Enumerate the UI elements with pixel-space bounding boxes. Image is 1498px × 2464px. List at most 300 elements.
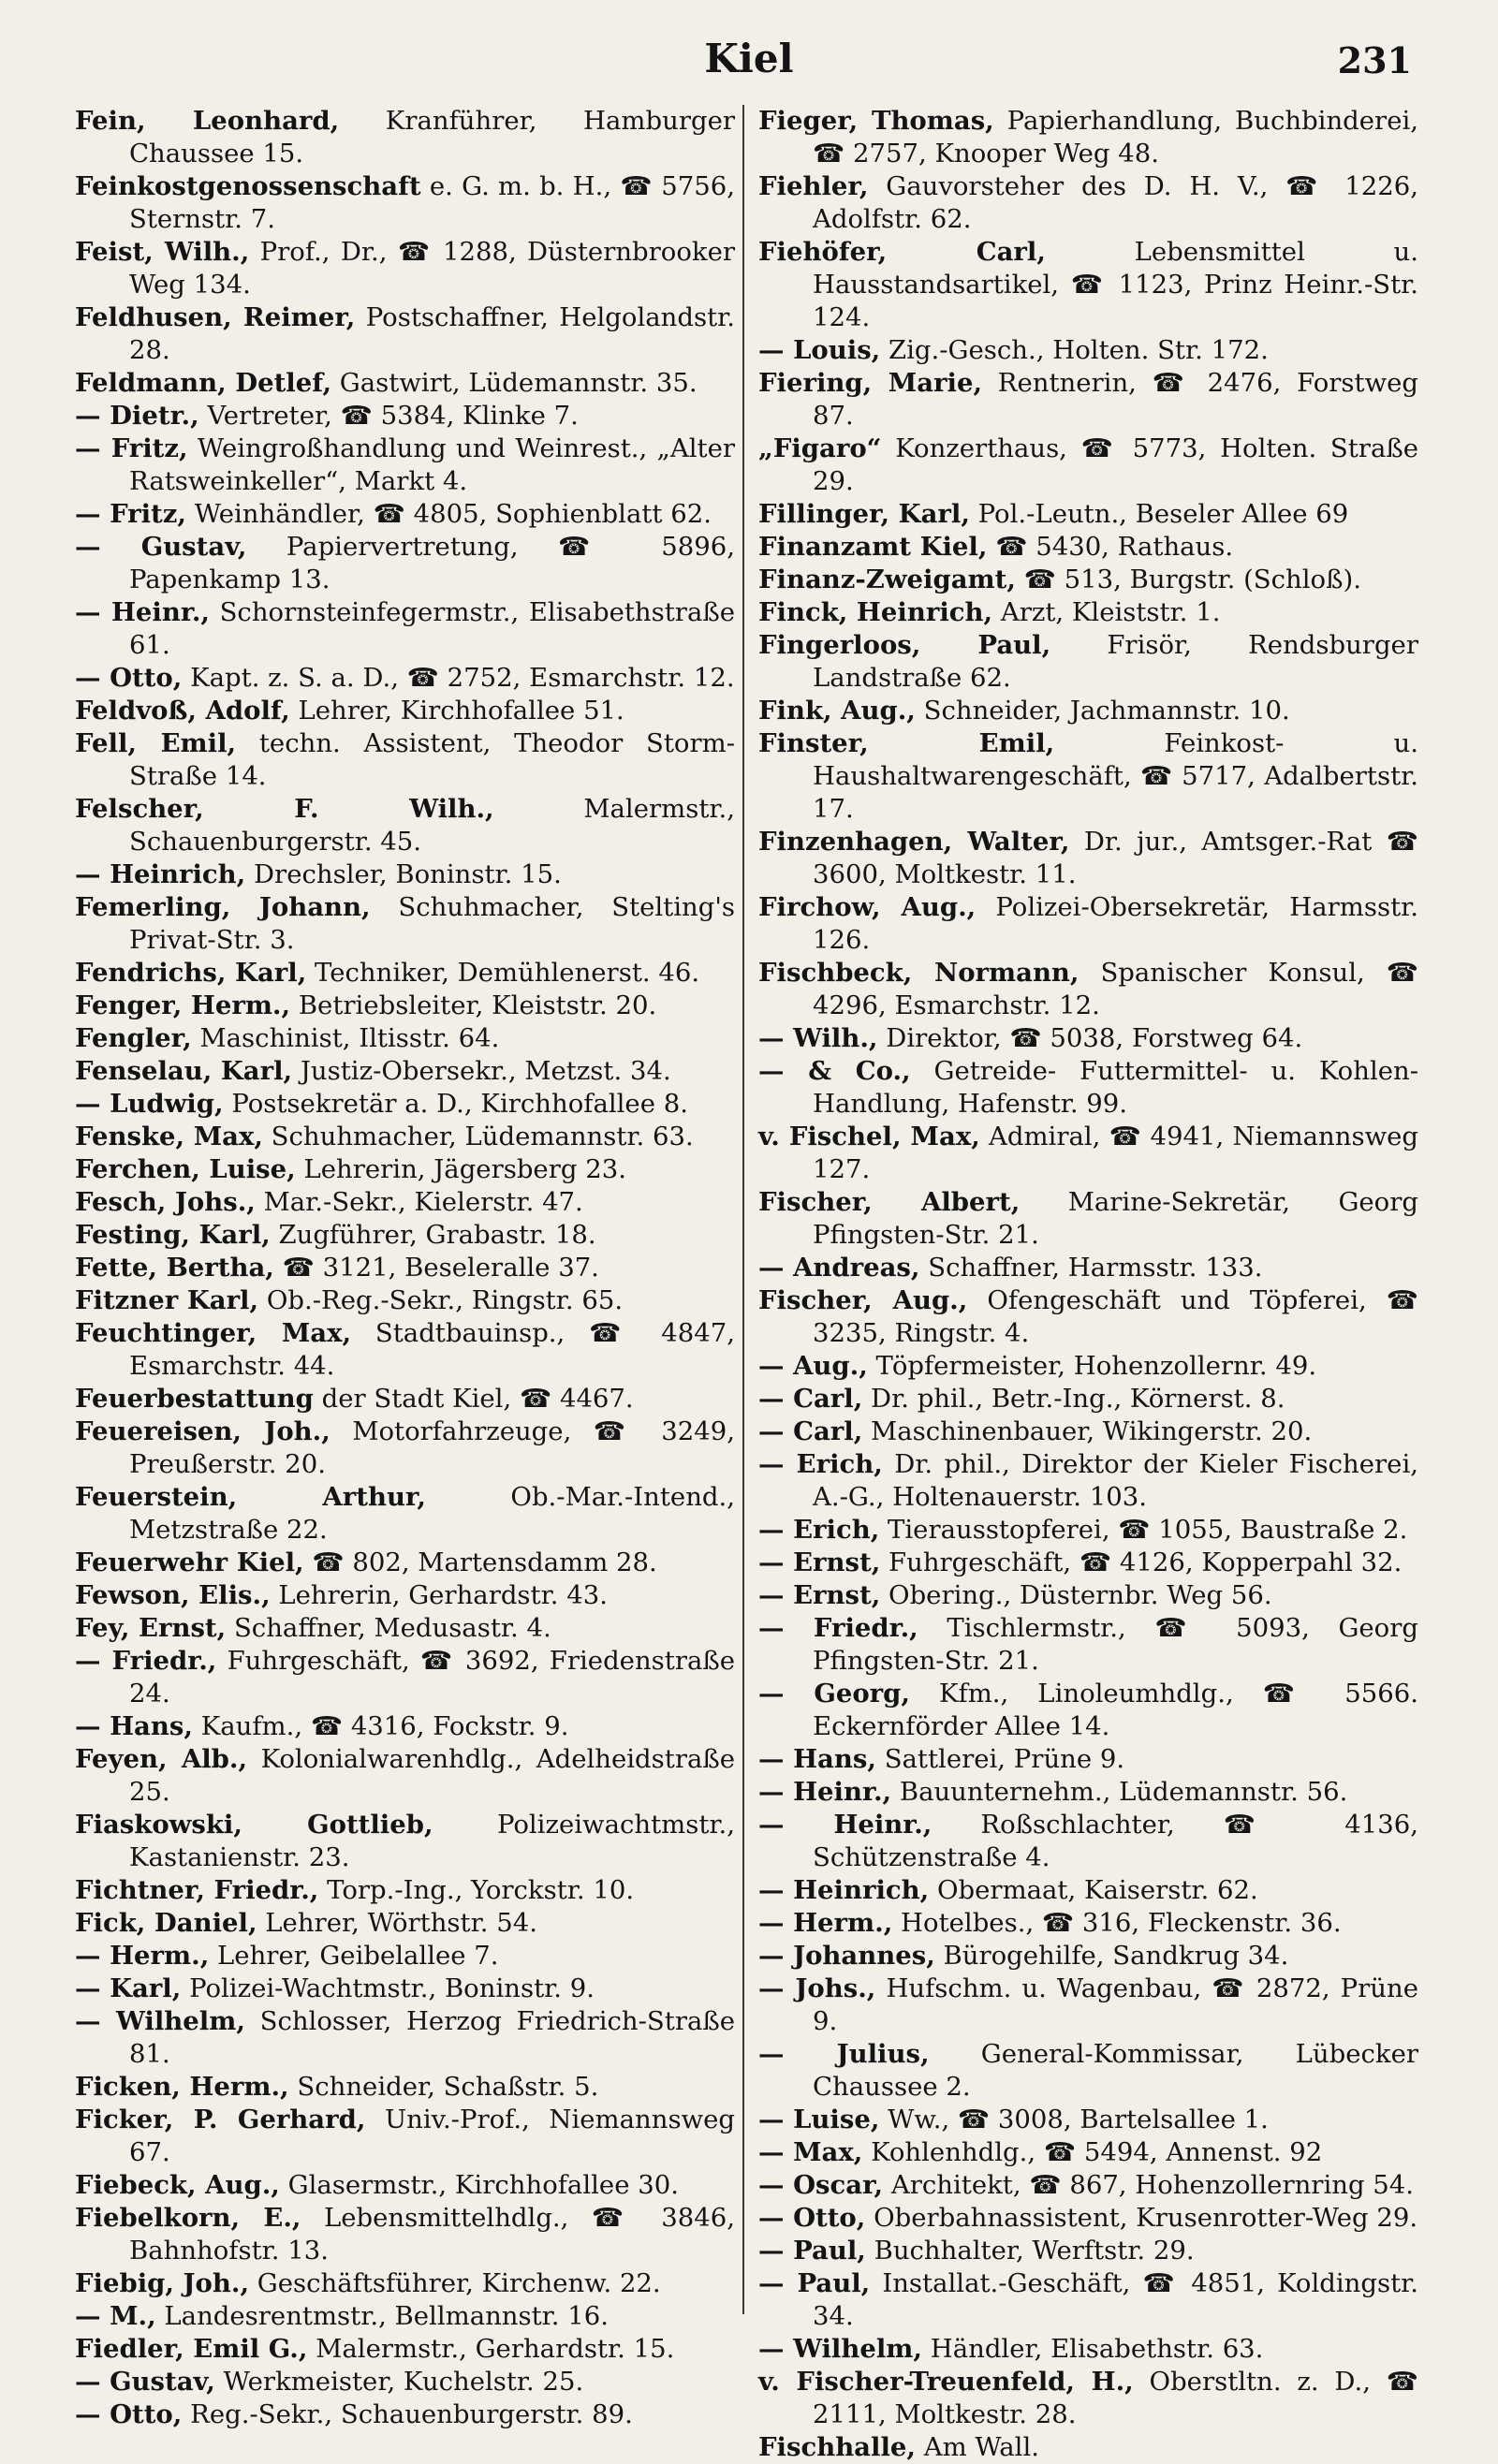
entry-name: — Otto, [758, 2203, 866, 2233]
directory-entry [75, 957, 735, 990]
directory-entry [75, 1809, 735, 1874]
entry-details: Kaufm., ☎ 4316, Fockstr. 9. [200, 1711, 569, 1741]
directory-entry [758, 1612, 1418, 1678]
entry-name: — Heinrich, [75, 859, 246, 889]
entry-name: — Max, [758, 2137, 863, 2167]
entry-name: — Karl, [75, 1973, 182, 2003]
directory-entry [758, 2136, 1418, 2169]
entry-details: Schneider, Jachmannstr. 10. [923, 696, 1290, 726]
entry-name: Felscher, F. Wilh., [75, 794, 494, 824]
entry-details: Maschinist, Iltisstr. 64. [199, 1023, 500, 1053]
entry-details: Dr. phil., Betr.-Ing., Körnerst. 8. [871, 1384, 1285, 1414]
entry-details: ☎ 802, Martensdamm 28. [312, 1547, 657, 1577]
directory-entry [75, 1055, 735, 1088]
entry-details: Kranführer, Hamburger Chaussee 15. [129, 106, 735, 169]
directory-entry [75, 1415, 735, 1481]
directory-entry [75, 400, 735, 433]
directory-entry [758, 1448, 1418, 1514]
entry-name: Fiedler, Emil G., [75, 2334, 308, 2364]
entry-name: Finster, Emil, [758, 728, 1055, 758]
entry-name: Fenselau, Karl, [75, 1056, 293, 1086]
directory-entry [758, 1776, 1418, 1809]
entry-name: — M., [75, 2301, 156, 2331]
directory-entry [75, 236, 735, 301]
entry-details: Landesrentmstr., Bellmannstr. 16. [164, 2301, 609, 2331]
directory-entry [75, 1874, 735, 1907]
entry-details: Marine-Sekretär, Georg Pfingsten-Str. 21. [813, 1187, 1418, 1250]
entry-details: e. G. m. b. H., ☎ 5756, Sternstr. 7. [129, 171, 735, 234]
entry-details: Lehrerin, Gerhardstr. 43. [278, 1580, 608, 1610]
directory-entry [75, 2267, 735, 2300]
directory-entry [75, 858, 735, 891]
entry-name: Fick, Daniel, [75, 1908, 257, 1938]
directory-entry [75, 662, 735, 695]
entry-details: Geschäftsführer, Kirchenw. 22. [257, 2268, 661, 2298]
entry-details: Spanischer Konsul, ☎ 4296, Esmarchstr. 12. [813, 958, 1418, 1020]
entry-details: Lebensmittelhdlg., ☎ 3846, Bahnhofstr. 13. [129, 2203, 735, 2266]
entry-details: Motorfahrzeuge, ☎ 3249, Preußerstr. 20. [129, 1416, 735, 1479]
entry-details: Hufschm. u. Wagenbau, ☎ 2872, Prüne 9. [813, 1973, 1419, 2036]
directory-entry [758, 727, 1418, 826]
entry-details: Postschaffner, Helgolandstr. 28. [129, 302, 735, 365]
entry-details: Pol.-Leutn., Beseler Allee 69 [977, 499, 1349, 529]
directory-entry [758, 1907, 1418, 1940]
entry-details: Weingroßhandlung und Weinrest., „Alter Ratsweinkeller“, Markt 4. [129, 433, 735, 496]
entry-details: Papiervertretung, ☎ 5896, Papenkamp 13. [129, 532, 736, 594]
entry-name: Fey, Ernst, [75, 1613, 227, 1643]
entry-details: Direktor, ☎ 5038, Forstweg 64. [886, 1023, 1303, 1053]
directory-entry [758, 1973, 1418, 2038]
entry-name: v. Fischer-Treuenfeld, H., [758, 2367, 1134, 2397]
entry-name: — Oscar, [758, 2170, 884, 2200]
entry-name: — Hans, [75, 1711, 193, 1741]
entry-name: — Otto, [75, 2399, 183, 2429]
entry-name: Firchow, Aug., [758, 892, 977, 922]
directory-entry [75, 2071, 735, 2104]
entry-details: Ww., ☎ 3008, Bartelsallee 1. [888, 2105, 1269, 2134]
entry-name: Fiebeck, Aug., [75, 2170, 280, 2200]
directory-entry [758, 498, 1418, 531]
directory-entry [75, 2333, 735, 2366]
directory-entry [758, 170, 1418, 236]
directory-entry [758, 1678, 1418, 1743]
entry-details: Glasermstr., Kirchhofallee 30. [287, 2170, 679, 2200]
entry-name: — Friedr., [758, 1613, 918, 1643]
entry-details: Hotelbes., ☎ 316, Fleckenstr. 36. [901, 1908, 1342, 1938]
directory-entry [758, 334, 1418, 367]
directory-entry [758, 1121, 1418, 1186]
entry-name: — Georg, [758, 1679, 910, 1709]
entry-name: — Louis, [758, 335, 881, 365]
entry-name: — Wilh., [758, 1023, 878, 1053]
entry-details: Ofengeschäft und Töpferei, ☎ 3235, Ringstr. 4. [813, 1285, 1419, 1348]
entry-name: Finck, Heinrich, [758, 597, 993, 627]
directory-entry [75, 1481, 735, 1547]
directory-entry [758, 1022, 1418, 1055]
entry-name: — Hans, [758, 1744, 876, 1774]
directory-entry [75, 1022, 735, 1055]
entry-name: Finanzamt Kiel, [758, 532, 988, 562]
directory-entry [758, 2267, 1418, 2333]
entry-details: ☎ 3121, Beseleralle 37. [282, 1253, 599, 1283]
directory-entry [758, 1940, 1418, 1973]
entry-name: Feuerwehr Kiel, [75, 1547, 304, 1577]
directory-entry [75, 2300, 735, 2333]
directory-entry [75, 1121, 735, 1153]
directory-entry [758, 1284, 1418, 1350]
directory-entry [758, 2431, 1418, 2464]
directory-entry [75, 2169, 735, 2202]
entry-name: Fein, Leonhard, [75, 106, 340, 136]
entry-details: Schlosser, Herzog Friedrich-Straße 81. [129, 2006, 735, 2069]
directory-entry [75, 367, 735, 400]
directory-entry [758, 2235, 1418, 2267]
directory-entry [758, 2104, 1418, 2136]
directory-entry [758, 1547, 1418, 1579]
entry-details: Schneider, Schaßstr. 5. [297, 2072, 599, 2102]
directory-entry [75, 891, 735, 957]
entry-name: Feuereisen, Joh., [75, 1416, 330, 1446]
entry-name: v. Fischel, Max, [758, 1122, 980, 1151]
entry-name: — Aug., [758, 1351, 868, 1381]
entry-details: Kfm., Linoleumhdlg., ☎ 5566. Eckernförder Allee 14. [813, 1679, 1418, 1741]
entry-details: ☎ 5430, Rathaus. [995, 532, 1234, 562]
entry-name: Fette, Bertha, [75, 1253, 274, 1283]
directory-entry [758, 531, 1418, 564]
entry-details: Bauunternehm., Lüdemannstr. 56. [899, 1777, 1348, 1807]
entry-details: Dr. jur., Amtsger.-Rat ☎ 3600, Moltkestr. 11. [813, 827, 1418, 889]
directory-entry [758, 367, 1418, 433]
entry-name: — Heinr., [758, 1777, 892, 1807]
directory-entry [758, 1383, 1418, 1415]
entry-details: Malermstr., Gerhardstr. 15. [316, 2334, 675, 2364]
directory-entry [75, 2104, 735, 2169]
entry-name: Fingerloos, Paul, [758, 630, 1051, 660]
entry-details: Sattlerei, Prüne 9. [884, 1744, 1125, 1774]
entry-details: Papierhandlung, Buchbinderei, ☎ 2757, Knooper Weg 48. [813, 106, 1419, 169]
directory-entry [75, 1579, 735, 1612]
directory-entry [75, 596, 735, 662]
entry-details: Oberbahnassistent, Krusenrotter-Weg 29. [874, 2203, 1418, 2233]
entry-name: Fischbeck, Normann, [758, 958, 1079, 988]
directory-entry [758, 826, 1418, 891]
directory-entry [75, 1252, 735, 1284]
directory-entry [758, 1579, 1418, 1612]
directory-entry [75, 2366, 735, 2398]
entry-name: Fichtner, Friedr., [75, 1875, 319, 1905]
entry-name: — Gustav, [75, 532, 247, 562]
directory-entry [758, 891, 1418, 957]
directory-entry [758, 1874, 1418, 1907]
entry-name: — Otto, [75, 663, 183, 693]
directory-entry [75, 695, 735, 727]
entry-details: Lehrer, Geibelallee 7. [217, 1941, 499, 1971]
directory-entry [758, 1415, 1418, 1448]
entry-name: Femerling, Johann, [75, 892, 371, 922]
entry-name: Feuerstein, Arthur, [75, 1482, 426, 1512]
directory-entry [75, 2202, 735, 2267]
entry-name: — Gustav, [75, 2367, 215, 2397]
entry-details: techn. Assistent, Theodor Storm-Straße 14. [129, 728, 736, 791]
entry-name: Fitzner Karl, [75, 1285, 259, 1315]
entry-name: Fischhalle, [758, 2432, 916, 2462]
directory-entry [75, 2005, 735, 2071]
entry-name: — Erich, [758, 1515, 880, 1545]
entry-name: — Dietr., [75, 401, 199, 431]
directory-entry [758, 695, 1418, 727]
entry-name: Ficken, Herm., [75, 2072, 289, 2102]
directory-entry [758, 1350, 1418, 1383]
entry-name: Fendrichs, Karl, [75, 958, 307, 988]
entry-name: Fengler, [75, 1023, 192, 1053]
entry-details: Polizei-Obersekretär, Harmsstr. 126. [813, 892, 1418, 955]
directory-entry [75, 1153, 735, 1186]
directory-entry [75, 727, 735, 793]
entry-details: Lehrer, Kirchhofallee 51. [298, 696, 624, 726]
entry-name: — Herm., [75, 1941, 210, 1971]
entry-details: Schuhmacher, Lüdemannstr. 63. [271, 1122, 694, 1151]
entry-name: Finanz-Zweigamt, [758, 565, 1016, 594]
entry-details: Schaffner, Harmsstr. 133. [928, 1253, 1263, 1283]
directory-entry [758, 629, 1418, 695]
entry-details: Polizeiwachtmstr., Kastanienstr. 23. [129, 1810, 735, 1872]
entry-name: — Julius, [758, 2039, 930, 2069]
directory-entry [75, 531, 735, 596]
entry-name: Fewson, Elis., [75, 1580, 271, 1610]
entry-name: Finzenhagen, Walter, [758, 827, 1070, 857]
entry-name: — Heinr., [75, 597, 210, 627]
directory-entry [75, 170, 735, 236]
directory-entry [758, 957, 1418, 1022]
directory-entry [758, 2333, 1418, 2366]
entry-details: Drechsler, Boninstr. 15. [254, 859, 562, 889]
entry-name: — Fritz, [75, 499, 186, 529]
entry-name: — Heinrich, [758, 1875, 930, 1905]
entry-details: Ob.-Mar.-Intend., Metzstraße 22. [129, 1482, 735, 1545]
entry-name: Feuerbestattung [75, 1384, 314, 1414]
entry-name: Fenger, Herm., [75, 990, 291, 1020]
entry-details: Buchhalter, Werftstr. 29. [874, 2236, 1195, 2266]
entry-name: — Erich, [758, 1449, 883, 1479]
entry-name: Fell, Emil, [75, 728, 237, 758]
entry-name: — Paul, [758, 2236, 866, 2266]
entry-details: der Stadt Kiel, ☎ 4467. [321, 1384, 634, 1414]
directory-entry [758, 2169, 1418, 2202]
directory-entry [75, 1547, 735, 1579]
entry-name: — Andreas, [758, 1253, 920, 1283]
entry-details: ☎ 513, Burgstr. (Schloß). [1023, 565, 1361, 594]
entry-name: Fiebelkorn, E., [75, 2203, 301, 2233]
entry-name: — Luise, [758, 2105, 880, 2134]
entry-name: Fesch, Johs., [75, 1187, 256, 1217]
entry-details: Töpfermeister, Hohenzollernr. 49. [875, 1351, 1317, 1381]
directory-entry [758, 1809, 1418, 1874]
directory-entry [75, 1284, 735, 1317]
directory-entry [75, 105, 735, 170]
entry-name: — Ernst, [758, 1580, 881, 1610]
entry-details: Fuhrgeschäft, ☎ 4126, Kopperpahl 32. [889, 1547, 1403, 1577]
entry-details: Bürogehilfe, Sandkrug 34. [943, 1941, 1289, 1971]
entry-name: — Johannes, [758, 1941, 935, 1971]
left-column [75, 105, 735, 2431]
column-divider [742, 105, 744, 2314]
directory-entry [75, 1710, 735, 1743]
entry-details: Zig.-Gesch., Holten. Str. 172. [889, 335, 1269, 365]
entry-details: Malermstr., Schauenburgerstr. 45. [129, 794, 735, 857]
entry-details: Ob.-Reg.-Sekr., Ringstr. 65. [266, 1285, 624, 1315]
directory-entry [75, 1907, 735, 1940]
right-column [758, 105, 1418, 2464]
entry-name: Feuchtinger, Max, [75, 1318, 352, 1348]
entry-name: Feldhusen, Reimer, [75, 302, 356, 332]
entry-details: Weinhändler, ☎ 4805, Sophienblatt 62. [194, 499, 712, 529]
directory-entry [75, 498, 735, 531]
entry-name: Fiering, Marie, [758, 368, 983, 398]
entry-name: — Ludwig, [75, 1089, 224, 1119]
entry-details: Installat.-Geschäft, ☎ 4851, Koldingstr. 34. [813, 2268, 1418, 2331]
entry-details: Stadtbauinsp., ☎ 4847, Esmarchstr. 44. [129, 1318, 736, 1381]
entry-name: Festing, Karl, [75, 1220, 271, 1250]
directory-entry [75, 1612, 735, 1645]
entry-name: — Heinr., [758, 1810, 933, 1840]
entry-details: Prof., Dr., ☎ 1288, Düsternbrooker Weg 134. [129, 237, 735, 300]
entry-name: Fischer, Albert, [758, 1187, 1021, 1217]
entry-details: Getreide- Futtermittel- u. Kohlen-Handlung, Hafenstr. 99. [813, 1056, 1419, 1119]
entry-details: Reg.-Sekr., Schauenburgerstr. 89. [190, 2399, 633, 2429]
directory-entry [75, 1317, 735, 1383]
entry-name: Ferchen, Luise, [75, 1154, 296, 1184]
directory-entry [75, 1219, 735, 1252]
entry-name: — Carl, [758, 1384, 863, 1414]
entry-name: — Wilhelm, [758, 2334, 922, 2364]
directory-entry [758, 1252, 1418, 1284]
entry-details: General-Kommissar, Lübecker Chaussee 2. [813, 2039, 1419, 2102]
entry-name: Feldvoß, Adolf, [75, 696, 290, 726]
directory-entry [758, 433, 1418, 498]
entry-details: Am Wall. [923, 2432, 1039, 2462]
entry-name: — & Co., [758, 1056, 911, 1086]
directory-entry [75, 1383, 735, 1415]
entry-name: Fiaskowski, Gottlieb, [75, 1810, 433, 1840]
entry-details: Schornsteinfegermstr., Elisabethstraße 61. [129, 597, 735, 660]
entry-details: Betriebsleiter, Kleiststr. 20. [298, 990, 657, 1020]
entry-details: Schuhmacher, Stelting's Privat-Str. 3. [129, 892, 735, 955]
directory-entry [75, 1973, 735, 2005]
entry-name: Fieger, Thomas, [758, 106, 994, 136]
entry-details: Admiral, ☎ 4941, Niemannsweg 127. [813, 1122, 1418, 1184]
entry-details: Lebensmittel u. Hausstandsartikel, ☎ 1123, Prinz Heinr.-Str. 124. [813, 237, 1418, 332]
entry-details: Konzerthaus, ☎ 5773, Holten. Straße 29. [813, 433, 1418, 496]
entry-name: Fischer, Aug., [758, 1285, 968, 1315]
entry-name: — Fritz, [75, 433, 188, 463]
entry-details: Vertreter, ☎ 5384, Klinke 7. [207, 401, 579, 431]
directory-entry [758, 1186, 1418, 1252]
entry-name: „Figaro“ [758, 433, 882, 463]
entry-details: Torp.-Ing., Yorckstr. 10. [327, 1875, 635, 1905]
entry-details: Fuhrgeschäft, ☎ 3692, Friedenstraße 24. [129, 1646, 736, 1709]
directory-entry [75, 2398, 735, 2431]
entry-details: Gauvorsteher des D. H. V., ☎ 1226, Adolfstr. 62. [813, 171, 1418, 234]
directory-entry [758, 596, 1418, 629]
entry-details: Roßschlachter, ☎ 4136, Schützenstraße 4. [813, 1810, 1418, 1872]
entry-details: Tischlermstr., ☎ 5093, Georg Pfingsten-Str. 21. [813, 1613, 1418, 1676]
entry-details: Oberstltn. z. D., ☎ 2111, Moltkestr. 28. [813, 2367, 1418, 2429]
directory-entry [75, 433, 735, 498]
entry-details: Polizei-Wachtmstr., Boninstr. 9. [189, 1973, 595, 2003]
entry-name: Feyen, Alb., [75, 1744, 248, 1774]
directory-entry [75, 1940, 735, 1973]
entry-details: Werkmeister, Kuchelstr. 25. [223, 2367, 584, 2397]
directory-entry [758, 236, 1418, 334]
entry-details: Zugführer, Grabastr. 18. [278, 1220, 596, 1250]
entry-details: Kohlenhdlg., ☎ 5494, Annenst. 92 [871, 2137, 1323, 2167]
entry-details: Justiz-Obersekr., Metzst. 34. [300, 1056, 671, 1086]
entry-details: Tierausstopferei, ☎ 1055, Baustraße 2. [888, 1515, 1408, 1545]
entry-details: Techniker, Demühlenerst. 46. [315, 958, 700, 988]
directory-entry [75, 793, 735, 858]
entry-details: Lehrerin, Jägersberg 23. [303, 1154, 626, 1184]
entry-name: — Wilhelm, [75, 2006, 245, 2036]
entry-details: Frisör, Rendsburger Landstraße 62. [813, 630, 1418, 693]
directory-entry [75, 1743, 735, 1809]
entry-details: Arzt, Kleiststr. 1. [1000, 597, 1221, 627]
entry-name: — Herm., [758, 1908, 893, 1938]
entry-details: Kolonialwarenhdlg., Adelheidstraße 25. [129, 1744, 735, 1807]
entry-details: Postsekretär a. D., Kirchhofallee 8. [231, 1089, 688, 1119]
entry-details: Lehrer, Wörthstr. 54. [265, 1908, 537, 1938]
entry-name: — Paul, [758, 2268, 871, 2298]
entry-details: Kapt. z. S. a. D., ☎ 2752, Esmarchstr. 12. [190, 663, 735, 693]
entry-name: Ficker, P. Gerhard, [75, 2105, 366, 2134]
entry-name: Fillinger, Karl, [758, 499, 970, 529]
entry-details: Mar.-Sekr., Kielerstr. 47. [263, 1187, 583, 1217]
entry-name: Feist, Wilh., [75, 237, 250, 267]
directory-entry [758, 2366, 1418, 2431]
entry-details: Architekt, ☎ 867, Hohenzollernring 54. [890, 2170, 1415, 2200]
entry-name: Fenske, Max, [75, 1122, 263, 1151]
running-header-city: Kiel [704, 36, 794, 81]
entry-details: Obering., Düsternbr. Weg 56. [889, 1580, 1272, 1610]
directory-entry [75, 1186, 735, 1219]
entry-details: Maschinenbauer, Wikingerstr. 20. [871, 1416, 1313, 1446]
directory-entry [758, 2038, 1418, 2104]
entry-details: Dr. phil., Direktor der Kieler Fischerei, A.-G., Holtenauerstr. 103. [813, 1449, 1418, 1512]
entry-name: Feldmann, Detlef, [75, 368, 332, 398]
entry-name: Feinkostgenossenschaft [75, 171, 421, 201]
entry-name: — Johs., [758, 1973, 876, 2003]
entry-name: — Friedr., [75, 1646, 217, 1676]
entry-details: Rentnerin, ☎ 2476, Forstweg 87. [813, 368, 1418, 431]
directory-entry [758, 1514, 1418, 1547]
entry-name: Fink, Aug., [758, 696, 916, 726]
entry-details: Händler, Elisabethstr. 63. [930, 2334, 1264, 2364]
entry-name: Fiehöfer, Carl, [758, 237, 1046, 267]
directory-entry [758, 1743, 1418, 1776]
directory-entry [758, 1055, 1418, 1121]
directory-entry [758, 564, 1418, 596]
entry-name: — Carl, [758, 1416, 863, 1446]
entry-details: Gastwirt, Lüdemannstr. 35. [339, 368, 698, 398]
directory-entry [75, 990, 735, 1022]
entry-details: Schaffner, Medusastr. 4. [233, 1613, 551, 1643]
directory-entry [75, 1645, 735, 1710]
entry-details: Univ.-Prof., Niemannsweg 67. [129, 2105, 735, 2167]
directory-entry [758, 105, 1418, 170]
entry-details: Feinkost- u. Haushaltwarengeschäft, ☎ 5717, Adalbertstr. 17. [813, 728, 1419, 824]
entry-details: Obermaat, Kaiserstr. 62. [937, 1875, 1258, 1905]
directory-entry [75, 1088, 735, 1121]
page-number: 231 [1337, 39, 1412, 81]
